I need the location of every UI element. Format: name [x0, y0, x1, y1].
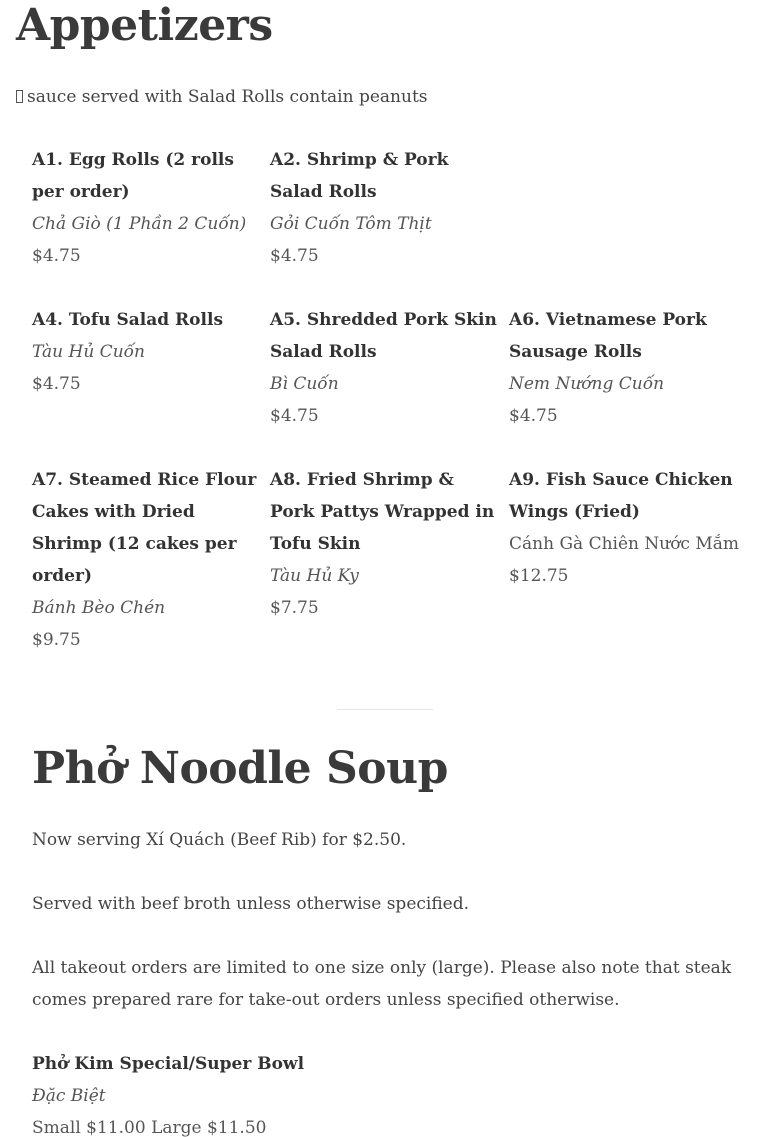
menu-item-a5: [270, 304, 509, 464]
item-price: $9.75: [32, 630, 81, 650]
item-vietnamese-name: Tàu Hủ Ky: [270, 566, 359, 586]
item-name: A6. Vietnamese Pork Sausage Rolls: [509, 310, 707, 362]
item-name: A1. Egg Rolls (2 rolls per order): [32, 150, 234, 202]
menu-item-a2: [270, 144, 509, 304]
pho-note-takeout: All takeout orders are limited to one size only (large). Please also note that steak comes prepared rare for take-out orders unless specified otherwise.: [32, 958, 732, 1010]
pho-note-broth: Served with beef broth unless otherwise specified.: [32, 894, 470, 914]
item-price: $12.75: [509, 566, 569, 586]
item-name: A9. Fish Sauce Chicken Wings (Fried): [509, 470, 733, 522]
pho-note-beef-rib: Now serving Xí Quách (Beef Rib) for $2.50.: [32, 830, 407, 850]
item-vietnamese-name: Nem Nướng Cuốn: [509, 374, 665, 394]
missing-glyph-icon: [16, 90, 23, 103]
item-vietnamese-name: Bánh Bèo Chén: [32, 598, 166, 618]
menu-item-a6: [509, 304, 752, 464]
item-price: $4.75: [32, 246, 81, 266]
item-name: A2. Shrimp & Pork Salad Rolls: [270, 150, 449, 202]
item-price: $4.75: [509, 406, 558, 426]
item-name: A4. Tofu Salad Rolls: [32, 310, 224, 330]
item-price: $4.75: [270, 246, 319, 266]
item-vietnamese-name: Đặc Biệt: [32, 1086, 106, 1106]
item-name: A5. Shredded Pork Skin Salad Rolls: [270, 310, 497, 362]
item-name: A7. Steamed Rice Flour Cakes with Dried Shrimp (12 cakes per order): [32, 470, 257, 586]
item-price: $4.75: [270, 406, 319, 426]
peanut-note: [16, 86, 428, 108]
item-name: Phở Kim Special/Super Bowl: [32, 1054, 305, 1074]
item-price: Small $11.00 Large $11.50: [32, 1118, 267, 1137]
appetizers-title: Appetizers: [16, 0, 273, 51]
menu-item-a7: [32, 464, 270, 650]
pho-title: Phở Noodle Soup: [32, 743, 448, 794]
item-price: $4.75: [32, 374, 81, 394]
menu-item-a1: [32, 144, 270, 304]
menu-item-a8: [270, 464, 509, 644]
menu-item-a9: [509, 464, 752, 644]
section-divider: [337, 709, 433, 710]
item-name: A8. Fried Shrimp & Pork Pattys Wrapped in Tofu Skin: [270, 470, 495, 554]
peanut-note-text: sauce served with Salad Rolls contain peanuts: [27, 87, 428, 107]
item-vietnamese-name: Bì Cuốn: [270, 374, 339, 394]
item-vietnamese-name: Tàu Hủ Cuốn: [32, 342, 145, 362]
menu-item-pho-special: [32, 1048, 304, 1137]
item-vietnamese-name: Cánh Gà Chiên Nước Mắm: [509, 534, 740, 554]
menu-item-a4: [32, 304, 270, 464]
item-vietnamese-name: Gỏi Cuốn Tôm Thịt: [270, 214, 432, 234]
item-price: $7.75: [270, 598, 319, 618]
item-vietnamese-name: Chả Giò (1 Phần 2 Cuốn): [32, 214, 247, 234]
appetizer-grid: [32, 144, 752, 650]
